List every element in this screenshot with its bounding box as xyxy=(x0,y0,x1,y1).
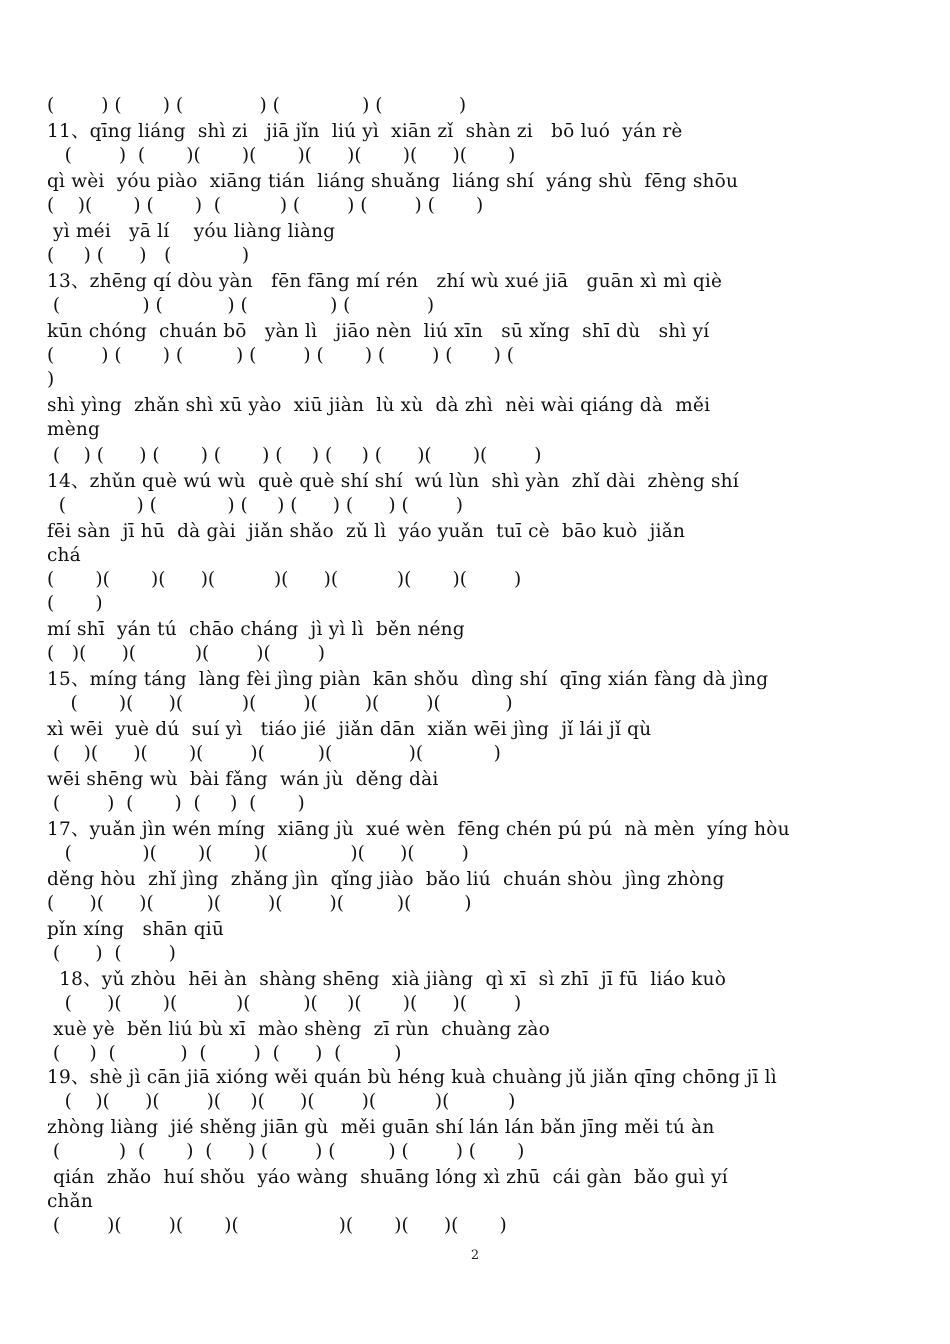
pinyin-row: 19、shè jì cān jiā xióng wěi quán bù héng kuà chuàng jǔ jiǎn qīng chōng jī lì xyxy=(47,1067,777,1088)
pinyin-row: qì wèi yóu piào xiāng tián liáng shuǎng liáng shí yáng shù fēng shōu xyxy=(47,171,739,192)
pinyin-row: pǐn xíng shān qiū xyxy=(47,919,225,940)
answer-blank-row: ( )( )( )( )( )( )( )( ) xyxy=(47,993,522,1014)
pinyin-row: qián zhǎo huí shǒu yáo wàng shuāng lóng xì zhū cái gàn bǎo guì yí xyxy=(47,1167,728,1188)
pinyin-row: 13、zhēng qí dòu yàn fēn fāng mí rén zhí wù xué jiā guān xì mì qiè xyxy=(47,271,723,292)
answer-blank-row: ( )( )( )( )( )( )( )( ) xyxy=(47,1091,516,1112)
answer-blank-row: ( )( )( )( )( )( ) xyxy=(47,843,469,864)
answer-blank-row: ( ) xyxy=(47,593,103,614)
pinyin-row: yì méi yā lí yóu liàng liàng xyxy=(47,221,336,242)
answer-blank-row: ( ) ( ) xyxy=(47,943,176,964)
answer-blank-row: ( )( )( )( )( )( )( ) xyxy=(47,693,513,714)
answer-blank-row: ( )( )( )( )( )( )( )( ) xyxy=(47,569,522,590)
pinyin-row: kūn chóng chuán bō yàn lì jiāo nèn liú xīn sū xǐng shī dù shì yí xyxy=(47,321,710,342)
answer-blank-row: ( )( )( )( )( )( )( ) xyxy=(47,743,501,764)
answer-blank-row: ( ) ( ) ( ) ( ) ( ) ( ) ( ) ( xyxy=(47,345,514,366)
pinyin-row: děng hòu zhǐ jìng zhǎng jìn qǐng jiào bǎo liú chuán shòu jìng zhòng xyxy=(47,869,725,890)
pinyin-row: 17、yuǎn jìn wén míng xiāng jù xué wèn fēng chén pú pú nà mèn yíng hòu xyxy=(47,819,790,840)
answer-blank-row: ( ) ( ) ( ) ( ) ( ) ( ) ( )( )( ) xyxy=(47,445,542,466)
pinyin-row: xì wēi yuè dú suí yì tiáo jié jiǎn dān xiǎn wēi jìng jǐ lái jǐ qù xyxy=(47,719,652,740)
answer-blank-row: ( ) ( ) ( ) ( ) ( ) xyxy=(47,1043,402,1064)
pinyin-row: 15、míng táng làng fèi jìng piàn kān shǒu dìng shí qīng xián fàng dà jìng xyxy=(47,669,769,690)
pinyin-row: chá xyxy=(47,545,81,566)
pinyin-row: mí shī yán tú chāo cháng jì yì lì běn néng xyxy=(47,619,465,640)
answer-blank-row: ( ) ( )( )( )( )( )( )( ) xyxy=(47,145,516,166)
pinyin-row: fēi sàn jī hū dà gài jiǎn shǎo zǔ lì yáo yuǎn tuī cè bāo kuò jiǎn xyxy=(47,521,686,542)
answer-blank-row: ( ) ( ) ( ) ( ) xyxy=(47,793,305,814)
pinyin-row: mèng xyxy=(47,419,101,440)
page-number: 2 xyxy=(470,1248,480,1263)
answer-blank-row: ( )( )( )( )( )( )( ) xyxy=(47,1215,507,1236)
pinyin-row: zhòng liàng jié shěng jiān gù měi guān shí lán lán bǎn jīng měi tú àn xyxy=(47,1117,715,1138)
answer-blank-row: ( )( )( )( )( )( )( ) xyxy=(47,893,472,914)
answer-blank-row: ( )( )( )( )( ) xyxy=(47,643,325,664)
answer-blank-row: ) xyxy=(47,369,55,390)
answer-blank-row: ( ) ( ) ( ) xyxy=(47,245,250,266)
pinyin-row: chǎn xyxy=(47,1191,94,1212)
answer-blank-row: ( ) ( ) ( ) ( ) ( ) ( ) ( ) xyxy=(47,1141,525,1162)
answer-blank-row: ( ) ( ) ( ) ( ) xyxy=(47,295,435,316)
pinyin-row: 14、zhǔn què wú wù què què shí shí wú lùn shì yàn zhǐ dài zhèng shí xyxy=(47,471,739,492)
pinyin-row: wēi shēng wù bài fǎng wán jù děng dài xyxy=(47,769,439,790)
pinyin-row: xuè yè běn liú bù xī mào shèng zī rùn chuàng zào xyxy=(47,1019,550,1040)
answer-blank-row: ( ) ( ) ( ) ( ) ( ) xyxy=(47,95,467,116)
answer-blank-row: ( )( ) ( ) ( ) ( ) ( ) ( ) xyxy=(47,195,484,216)
pinyin-row: 18、yǔ zhòu hēi àn shàng shēng xià jiàng qì xī sì zhī jī fū liáo kuò xyxy=(47,969,727,990)
pinyin-row: shì yìng zhǎn shì xū yào xiū jiàn lù xù dà zhì nèi wài qiáng dà měi xyxy=(47,395,711,416)
pinyin-row: 11、qīng liáng shì zi jiā jǐn liú yì xiān zǐ shàn zi bō luó yán rè xyxy=(47,121,683,142)
answer-blank-row: ( ) ( ) ( ) ( ) ( ) ( ) xyxy=(47,495,463,516)
